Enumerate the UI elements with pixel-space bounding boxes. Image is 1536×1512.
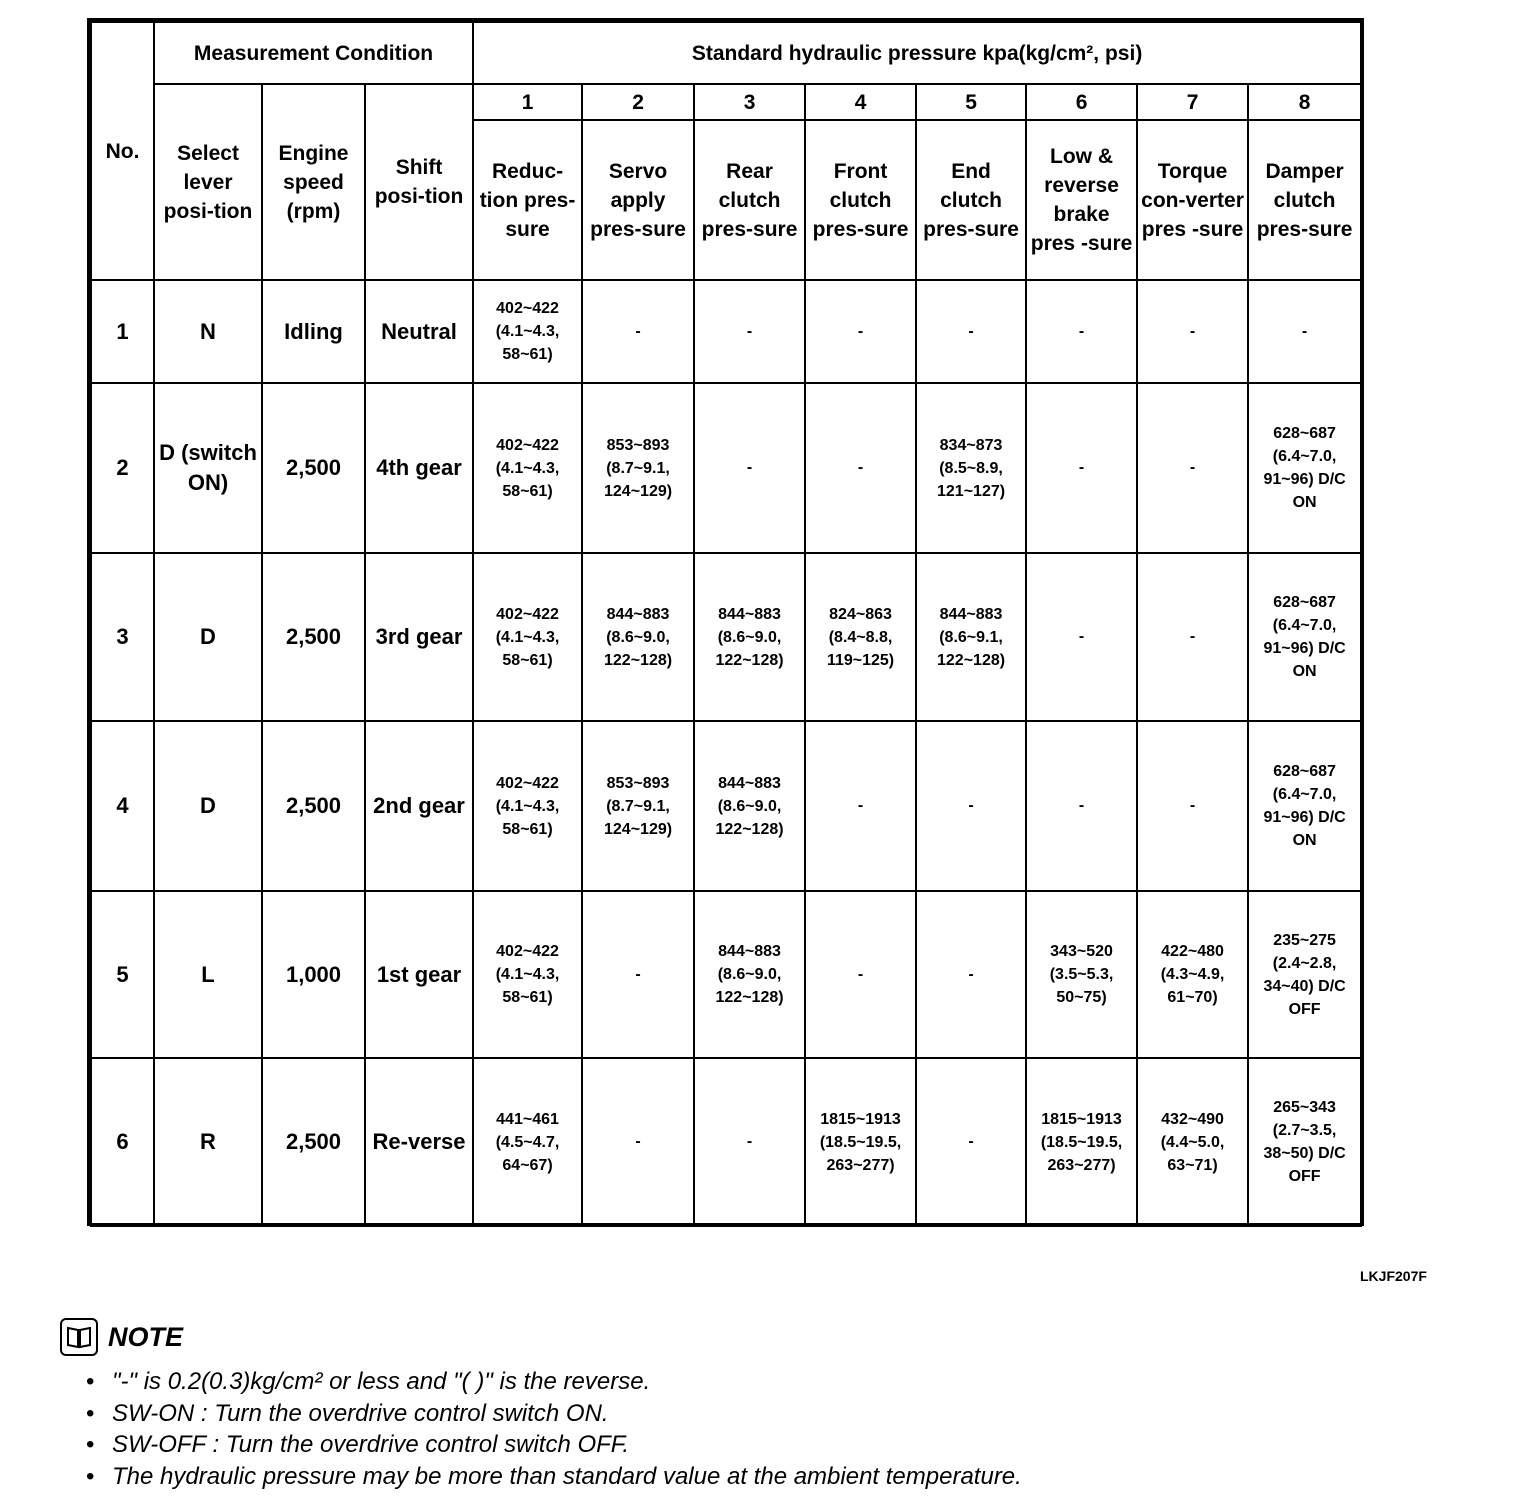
header-rear-clutch-pressure: Rear clutch pres-sure [694,120,805,280]
header-front-clutch-pressure: Front clutch pres-sure [805,120,916,280]
table-row [91,553,1361,721]
header-damper-clutch-pressure: Damper clutch pres-sure [1248,120,1361,280]
row-lever: D [154,721,262,891]
header-end-clutch-pressure: End clutch pres-sure [916,120,1026,280]
row-no: 3 [91,553,154,721]
pressure-cell: - [916,1058,1026,1226]
pressure-cell: 441~461 (4.5~4.7, 64~67) [473,1058,582,1226]
pressure-cell: 844~883 (8.6~9.0, 122~128) [694,891,805,1058]
row-lever: N [154,280,262,383]
row-shift: 1st gear [365,891,473,1058]
pressure-cell: - [582,891,694,1058]
row-shift: 2nd gear [365,721,473,891]
pressure-cell: 1815~1913 (18.5~19.5, 263~277) [805,1058,916,1226]
header-shift-position: Shift posi-tion [365,84,473,280]
header-servo-apply-pressure: Servo apply pres-sure [582,120,694,280]
pressure-cell: 844~883 (8.6~9.0, 122~128) [694,721,805,891]
pressure-cell: 853~893 (8.7~9.1, 124~129) [582,721,694,891]
header-col-number: 4 [805,84,916,120]
pressure-cell: - [1137,721,1248,891]
pressure-cell: 628~687 (6.4~7.0, 91~96) D/C ON [1248,721,1361,891]
header-reduction-pressure: Reduc-tion pres-sure [473,120,582,280]
pressure-cell: 402~422 (4.1~4.3, 58~61) [473,553,582,721]
row-rpm: 2,500 [262,383,365,553]
note-list [60,1366,1480,1492]
note-item: • SW-OFF : Turn the overdrive control switch OFF. [112,1429,1480,1461]
header-col-number: 2 [582,84,694,120]
header-engine-speed: Engine speed (rpm) [262,84,365,280]
pressure-cell: - [1026,280,1137,383]
header-torque-converter-pressure: Torque con-verter pres -sure [1137,120,1248,280]
row-shift: Neutral [365,280,473,383]
note-item: • The hydraulic pressure may be more than standard value at the ambient temperature. [112,1461,1480,1493]
table-row [91,383,1361,553]
row-shift: Re-verse [365,1058,473,1226]
figure-code: LKJF207F [1360,1268,1427,1284]
header-standard-pressure: Standard hydraulic pressure kpa(kg/cm², psi) [473,22,1361,84]
header-col-number: 3 [694,84,805,120]
pressure-cell: 824~863 (8.4~8.8, 119~125) [805,553,916,721]
book-icon [60,1318,98,1356]
table-row [91,280,1361,383]
hydraulic-pressure-table [90,21,1362,1227]
pressure-cell: - [1026,721,1137,891]
row-shift: 3rd gear [365,553,473,721]
pressure-cell: - [1137,553,1248,721]
pressure-cell: 834~873 (8.5~8.9, 121~127) [916,383,1026,553]
row-rpm: 2,500 [262,1058,365,1226]
row-lever: D (switch ON) [154,383,262,553]
row-no: 2 [91,383,154,553]
header-col-number: 1 [473,84,582,120]
pressure-cell: 628~687 (6.4~7.0, 91~96) D/C ON [1248,553,1361,721]
pressure-cell: - [805,383,916,553]
pressure-cell: 422~480 (4.3~4.9, 61~70) [1137,891,1248,1058]
row-lever: R [154,1058,262,1226]
note-title: NOTE [108,1321,184,1352]
pressure-cell: 402~422 (4.1~4.3, 58~61) [473,721,582,891]
pressure-cell: 343~520 (3.5~5.3, 50~75) [1026,891,1137,1058]
note-item: • SW-ON : Turn the overdrive control switch ON. [112,1398,1480,1430]
header-no: No. [91,22,154,280]
pressure-cell: - [1248,280,1361,383]
pressure-cell: 1815~1913 (18.5~19.5, 263~277) [1026,1058,1137,1226]
row-no: 1 [91,280,154,383]
pressure-cell: - [1026,383,1137,553]
pressure-cell: - [694,1058,805,1226]
row-rpm: 1,000 [262,891,365,1058]
pressure-cell: - [1026,553,1137,721]
table-row [91,891,1361,1058]
row-no: 5 [91,891,154,1058]
pressure-cell: - [916,891,1026,1058]
pressure-cell: 402~422 (4.1~4.3, 58~61) [473,383,582,553]
header-col-number: 7 [1137,84,1248,120]
pressure-cell: - [694,280,805,383]
header-col-number: 6 [1026,84,1137,120]
pressure-cell: - [916,721,1026,891]
pressure-cell: 844~883 (8.6~9.1, 122~128) [916,553,1026,721]
header-col-number: 5 [916,84,1026,120]
header-measurement-condition: Measurement Condition [154,22,473,84]
pressure-cell: - [582,1058,694,1226]
row-rpm: Idling [262,280,365,383]
header-select-lever: Select lever posi-tion [154,84,262,280]
pressure-cell: 432~490 (4.4~5.0, 63~71) [1137,1058,1248,1226]
row-shift: 4th gear [365,383,473,553]
pressure-cell: 402~422 (4.1~4.3, 58~61) [473,280,582,383]
pressure-cell: 853~893 (8.7~9.1, 124~129) [582,383,694,553]
pressure-cell: - [694,383,805,553]
header-col-number: 8 [1248,84,1361,120]
row-lever: D [154,553,262,721]
pressure-cell: 844~883 (8.6~9.0, 122~128) [694,553,805,721]
pressure-cell: - [805,280,916,383]
pressure-cell: - [1137,383,1248,553]
row-rpm: 2,500 [262,721,365,891]
note-section [60,1318,1480,1492]
pressure-cell: 265~343 (2.7~3.5, 38~50) D/C OFF [1248,1058,1361,1226]
note-item: • "-" is 0.2(0.3)kg/cm² or less and "( )" is the reverse. [112,1366,1480,1398]
pressure-cell: - [916,280,1026,383]
row-no: 4 [91,721,154,891]
note-header [60,1318,1480,1356]
table-row [91,1058,1361,1226]
header-low-reverse-brake-pressure: Low & reverse brake pres -sure [1026,120,1137,280]
pressure-cell: 402~422 (4.1~4.3, 58~61) [473,891,582,1058]
pressure-cell: - [1137,280,1248,383]
row-no: 6 [91,1058,154,1226]
table-row [91,721,1361,891]
pressure-cell: 628~687 (6.4~7.0, 91~96) D/C ON [1248,383,1361,553]
row-rpm: 2,500 [262,553,365,721]
pressure-cell: - [582,280,694,383]
pressure-cell: - [805,721,916,891]
row-lever: L [154,891,262,1058]
pressure-cell: 235~275 (2.4~2.8, 34~40) D/C OFF [1248,891,1361,1058]
hydraulic-pressure-table-frame [87,18,1364,1226]
pressure-cell: 844~883 (8.6~9.0, 122~128) [582,553,694,721]
pressure-cell: - [805,891,916,1058]
